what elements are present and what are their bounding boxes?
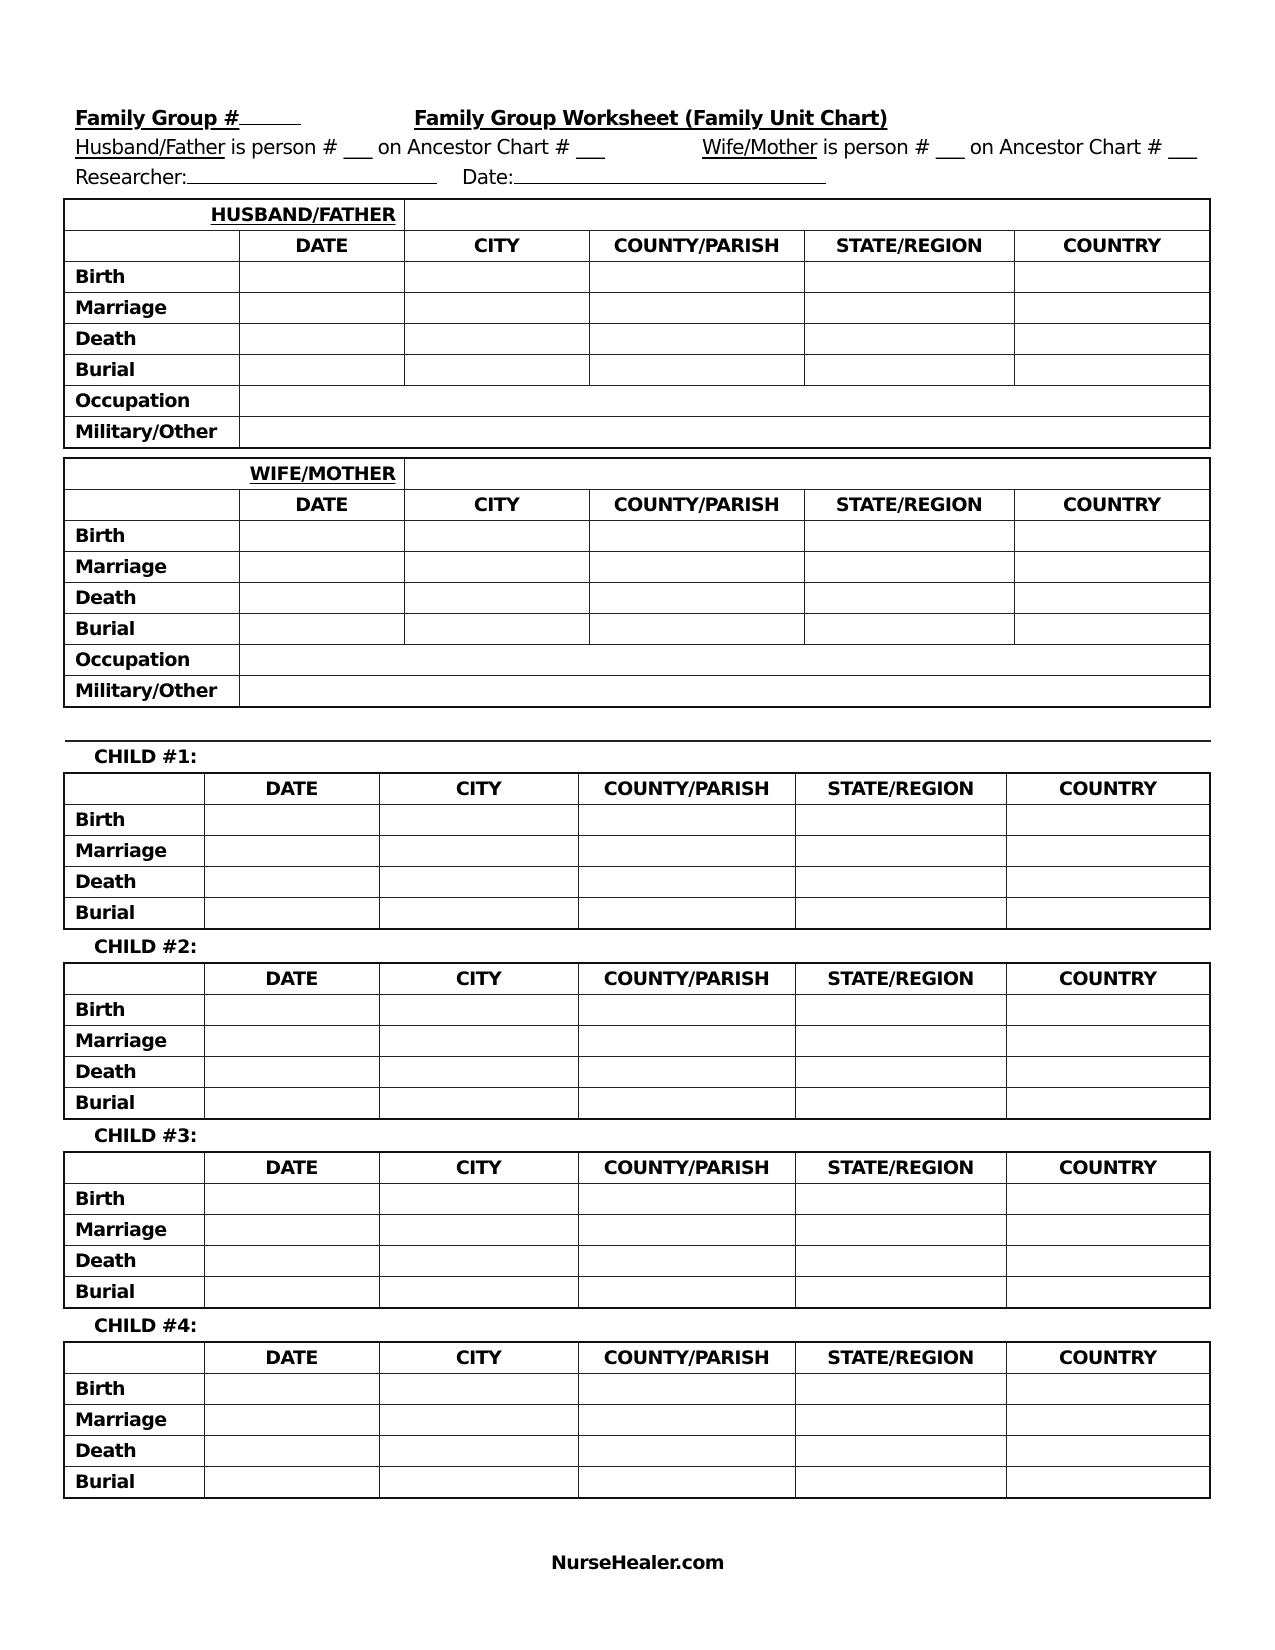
- column-header: STATE/REGION: [804, 490, 1014, 521]
- wife-event-row: [64, 583, 1210, 614]
- column-header: CITY: [379, 963, 578, 995]
- child-cell[interactable]: [379, 836, 578, 867]
- husband-cell[interactable]: [404, 355, 589, 386]
- column-header: COUNTY/PARISH: [589, 490, 804, 521]
- wife-table: [63, 457, 1211, 708]
- child-cell[interactable]: [379, 1246, 578, 1277]
- column-header: COUNTY/PARISH: [578, 1342, 795, 1374]
- wife-cell[interactable]: [1014, 521, 1210, 552]
- child-cell[interactable]: [795, 1184, 1006, 1215]
- child-cell[interactable]: [1006, 1277, 1210, 1309]
- husband-military-field[interactable]: [239, 417, 1210, 449]
- row-label: Death: [64, 583, 239, 614]
- child-cell[interactable]: [204, 1184, 379, 1215]
- husband-column-header-row: [64, 231, 1210, 262]
- wife-event-row: [64, 552, 1210, 583]
- row-label: Occupation: [64, 645, 239, 676]
- husband-cell[interactable]: [804, 324, 1014, 355]
- row-label: Military/Other: [64, 676, 239, 708]
- child-event-row: [64, 1026, 1210, 1057]
- column-header: COUNTY/PARISH: [589, 231, 804, 262]
- row-label: Birth: [64, 521, 239, 552]
- row-label: Marriage: [64, 836, 204, 867]
- child-label: CHILD #1:: [94, 746, 197, 768]
- row-label: Marriage: [64, 293, 239, 324]
- wife-event-row: [64, 614, 1210, 645]
- wife-cell[interactable]: [589, 583, 804, 614]
- child-event-row: [64, 898, 1210, 930]
- child-cell[interactable]: [204, 836, 379, 867]
- footer-site: NurseHealer.com: [551, 1552, 724, 1574]
- child-cell[interactable]: [578, 1088, 795, 1120]
- child-cell[interactable]: [578, 1215, 795, 1246]
- child-cell[interactable]: [1006, 1467, 1210, 1499]
- child-event-row: [64, 805, 1210, 836]
- child-cell[interactable]: [578, 1467, 795, 1499]
- row-label: Death: [64, 867, 204, 898]
- child-cell[interactable]: [379, 1215, 578, 1246]
- child-cell[interactable]: [795, 898, 1006, 930]
- row-label: Marriage: [64, 1215, 204, 1246]
- husband-table: [63, 198, 1211, 449]
- child-cell[interactable]: [795, 1374, 1006, 1405]
- wife-cell[interactable]: [804, 614, 1014, 645]
- child-cell[interactable]: [1006, 1184, 1210, 1215]
- husband-name-field[interactable]: [404, 199, 1210, 231]
- child-cell[interactable]: [795, 805, 1006, 836]
- child-cell[interactable]: [578, 1057, 795, 1088]
- wife-military-field[interactable]: [239, 676, 1210, 708]
- column-header: DATE: [204, 963, 379, 995]
- column-header: COUNTRY: [1006, 963, 1210, 995]
- child-cell[interactable]: [795, 1405, 1006, 1436]
- child-cell[interactable]: [1006, 1088, 1210, 1120]
- child-cell[interactable]: [578, 1246, 795, 1277]
- husband-cell[interactable]: [404, 293, 589, 324]
- child-cell[interactable]: [578, 1277, 795, 1309]
- child-cell[interactable]: [1006, 867, 1210, 898]
- child-column-header-row: [64, 773, 1210, 805]
- child-cell[interactable]: [379, 898, 578, 930]
- child-cell[interactable]: [379, 1277, 578, 1309]
- corner-cell: [64, 773, 204, 805]
- husband-cell[interactable]: [1014, 324, 1210, 355]
- row-label: Birth: [64, 805, 204, 836]
- child-cell[interactable]: [795, 867, 1006, 898]
- husband-cell[interactable]: [1014, 355, 1210, 386]
- child-event-row: [64, 836, 1210, 867]
- child-cell[interactable]: [795, 1088, 1006, 1120]
- husband-cell[interactable]: [404, 262, 589, 293]
- wife-person-line: [702, 135, 1196, 159]
- row-label: Death: [64, 1057, 204, 1088]
- child-cell[interactable]: [578, 995, 795, 1026]
- child-cell[interactable]: [578, 898, 795, 930]
- child-cell[interactable]: [379, 1026, 578, 1057]
- child-event-row: [64, 1057, 1210, 1088]
- child-cell[interactable]: [379, 805, 578, 836]
- column-header: CITY: [379, 773, 578, 805]
- child-cell[interactable]: [379, 867, 578, 898]
- child-cell[interactable]: [204, 995, 379, 1026]
- family-group-number-field[interactable]: [239, 106, 301, 125]
- child-event-row: [64, 995, 1210, 1026]
- row-label: Death: [64, 324, 239, 355]
- column-header: COUNTY/PARISH: [578, 963, 795, 995]
- section-divider: [65, 740, 1211, 742]
- child-event-row: [64, 1374, 1210, 1405]
- husband-cell[interactable]: [804, 293, 1014, 324]
- column-header: COUNTRY: [1014, 490, 1210, 521]
- row-label: Burial: [64, 1088, 204, 1120]
- column-header: CITY: [404, 490, 589, 521]
- husband-occupation-field[interactable]: [239, 386, 1210, 417]
- wife-cell[interactable]: [404, 521, 589, 552]
- child-cell[interactable]: [379, 995, 578, 1026]
- husband-cell[interactable]: [804, 262, 1014, 293]
- corner-cell: [64, 490, 239, 521]
- husband-father-label: Husband/Father: [75, 135, 225, 159]
- child-event-row: [64, 1246, 1210, 1277]
- child-cell[interactable]: [1006, 1215, 1210, 1246]
- column-header: CITY: [379, 1342, 578, 1374]
- child-cell[interactable]: [204, 898, 379, 930]
- column-header: STATE/REGION: [795, 963, 1006, 995]
- wife-cell[interactable]: [804, 583, 1014, 614]
- row-label: Burial: [64, 898, 204, 930]
- husband-cell[interactable]: [1014, 262, 1210, 293]
- corner-cell: [64, 1152, 204, 1184]
- child-event-row: [64, 1436, 1210, 1467]
- wife-person-text: is person # ___ on Ancestor Chart # ___: [816, 135, 1197, 159]
- child-cell[interactable]: [795, 995, 1006, 1026]
- husband-event-row: [64, 262, 1210, 293]
- family-group-number: [75, 106, 301, 130]
- wife-cell[interactable]: [239, 552, 404, 583]
- wife-mother-label: Wife/Mother: [702, 135, 817, 159]
- row-label: Birth: [64, 1184, 204, 1215]
- child-cell[interactable]: [204, 1215, 379, 1246]
- child-cell[interactable]: [204, 867, 379, 898]
- date-line: [462, 165, 826, 189]
- column-header: STATE/REGION: [795, 1152, 1006, 1184]
- date-field[interactable]: [514, 165, 826, 184]
- child-cell[interactable]: [379, 1374, 578, 1405]
- row-label: Marriage: [64, 1405, 204, 1436]
- child-cell[interactable]: [204, 1088, 379, 1120]
- husband-cell[interactable]: [239, 355, 404, 386]
- row-label: Death: [64, 1246, 204, 1277]
- child-cell[interactable]: [795, 1436, 1006, 1467]
- child-cell[interactable]: [204, 1277, 379, 1309]
- row-label: Burial: [64, 1277, 204, 1309]
- column-header: DATE: [239, 490, 404, 521]
- child-cell[interactable]: [795, 1057, 1006, 1088]
- child-cell[interactable]: [1006, 1374, 1210, 1405]
- column-header: COUNTRY: [1006, 1152, 1210, 1184]
- family-group-label: Family Group #: [75, 106, 240, 130]
- row-label: Birth: [64, 995, 204, 1026]
- column-header: COUNTRY: [1006, 1342, 1210, 1374]
- child-cell[interactable]: [795, 1026, 1006, 1057]
- child-cell[interactable]: [204, 1436, 379, 1467]
- row-label: Birth: [64, 262, 239, 293]
- child-cell[interactable]: [1006, 1246, 1210, 1277]
- husband-occupation-row: [64, 386, 1210, 417]
- husband-event-rows: [64, 262, 1210, 386]
- page-title: Family Group Worksheet (Family Unit Chart): [414, 106, 888, 130]
- wife-cell[interactable]: [804, 552, 1014, 583]
- husband-title: HUSBAND/FATHER: [64, 199, 404, 231]
- child-event-row: [64, 867, 1210, 898]
- column-header: DATE: [239, 231, 404, 262]
- column-header: COUNTRY: [1014, 231, 1210, 262]
- husband-cell[interactable]: [239, 324, 404, 355]
- child-cell[interactable]: [578, 867, 795, 898]
- child-cell[interactable]: [204, 1405, 379, 1436]
- husband-cell[interactable]: [239, 293, 404, 324]
- date-label: Date:: [462, 165, 514, 189]
- row-label: Marriage: [64, 1026, 204, 1057]
- child-cell[interactable]: [1006, 1057, 1210, 1088]
- row-label: Burial: [64, 1467, 204, 1499]
- wife-cell[interactable]: [1014, 583, 1210, 614]
- child-cell[interactable]: [795, 1467, 1006, 1499]
- researcher-line: [75, 165, 437, 189]
- child-cell[interactable]: [795, 1215, 1006, 1246]
- column-header: DATE: [204, 1342, 379, 1374]
- corner-cell: [64, 231, 239, 262]
- wife-occupation-row: [64, 645, 1210, 676]
- child-cell[interactable]: [1006, 836, 1210, 867]
- husband-cell[interactable]: [804, 355, 1014, 386]
- husband-cell[interactable]: [589, 355, 804, 386]
- husband-person-line: [75, 135, 604, 159]
- wife-occupation-field[interactable]: [239, 645, 1210, 676]
- wife-event-rows: [64, 521, 1210, 645]
- husband-cell[interactable]: [1014, 293, 1210, 324]
- child-cell[interactable]: [379, 1436, 578, 1467]
- child-cell[interactable]: [1006, 995, 1210, 1026]
- child-cell[interactable]: [379, 1467, 578, 1499]
- wife-title-row: [64, 458, 1210, 490]
- husband-cell[interactable]: [589, 324, 804, 355]
- row-label: Burial: [64, 355, 239, 386]
- child-table: [63, 962, 1211, 1120]
- column-header: CITY: [379, 1152, 578, 1184]
- wife-cell[interactable]: [239, 583, 404, 614]
- husband-person-text: is person # ___ on Ancestor Chart # ___: [224, 135, 605, 159]
- child-cell[interactable]: [578, 1405, 795, 1436]
- wife-column-header-row: [64, 490, 1210, 521]
- wife-cell[interactable]: [589, 552, 804, 583]
- child-cell[interactable]: [204, 1467, 379, 1499]
- child-cell[interactable]: [1006, 1026, 1210, 1057]
- child-cell[interactable]: [204, 1057, 379, 1088]
- child-column-header-row: [64, 1342, 1210, 1374]
- child-cell[interactable]: [578, 1026, 795, 1057]
- researcher-field[interactable]: [187, 165, 437, 184]
- child-cell[interactable]: [379, 1088, 578, 1120]
- wife-cell[interactable]: [1014, 552, 1210, 583]
- child-cell[interactable]: [204, 1246, 379, 1277]
- child-event-row: [64, 1184, 1210, 1215]
- child-event-row: [64, 1088, 1210, 1120]
- child-table: [63, 772, 1211, 930]
- wife-title: WIFE/MOTHER: [64, 458, 404, 490]
- husband-cell[interactable]: [404, 324, 589, 355]
- child-cell[interactable]: [1006, 1405, 1210, 1436]
- child-cell[interactable]: [795, 836, 1006, 867]
- corner-cell: [64, 1342, 204, 1374]
- column-header: STATE/REGION: [804, 231, 1014, 262]
- child-column-header-row: [64, 1152, 1210, 1184]
- wife-military-row: [64, 676, 1210, 708]
- corner-cell: [64, 963, 204, 995]
- child-cell[interactable]: [204, 1026, 379, 1057]
- husband-event-row: [64, 293, 1210, 324]
- row-label: Marriage: [64, 552, 239, 583]
- child-cell[interactable]: [204, 1374, 379, 1405]
- wife-cell[interactable]: [239, 521, 404, 552]
- wife-cell[interactable]: [589, 614, 804, 645]
- column-header: STATE/REGION: [795, 1342, 1006, 1374]
- column-header: COUNTY/PARISH: [578, 1152, 795, 1184]
- child-cell[interactable]: [795, 1246, 1006, 1277]
- wife-cell[interactable]: [589, 521, 804, 552]
- child-cell[interactable]: [1006, 1436, 1210, 1467]
- child-event-row: [64, 1277, 1210, 1309]
- child-cell[interactable]: [578, 1436, 795, 1467]
- child-cell[interactable]: [795, 1277, 1006, 1309]
- row-label: Birth: [64, 1374, 204, 1405]
- child-label: CHILD #3:: [94, 1125, 197, 1147]
- column-header: DATE: [204, 1152, 379, 1184]
- child-cell[interactable]: [578, 1374, 795, 1405]
- row-label: Military/Other: [64, 417, 239, 449]
- child-cell[interactable]: [379, 1184, 578, 1215]
- husband-cell[interactable]: [589, 262, 804, 293]
- child-cell[interactable]: [578, 1184, 795, 1215]
- wife-cell[interactable]: [404, 552, 589, 583]
- row-label: Occupation: [64, 386, 239, 417]
- husband-cell[interactable]: [589, 293, 804, 324]
- column-header: COUNTY/PARISH: [578, 773, 795, 805]
- row-label: Death: [64, 1436, 204, 1467]
- husband-military-row: [64, 417, 1210, 449]
- column-header: STATE/REGION: [795, 773, 1006, 805]
- child-cell[interactable]: [1006, 898, 1210, 930]
- child-event-row: [64, 1405, 1210, 1436]
- child-cell[interactable]: [379, 1057, 578, 1088]
- wife-cell[interactable]: [239, 614, 404, 645]
- row-label: Burial: [64, 614, 239, 645]
- husband-title-row: [64, 199, 1210, 231]
- husband-event-row: [64, 355, 1210, 386]
- wife-event-row: [64, 521, 1210, 552]
- child-cell[interactable]: [379, 1405, 578, 1436]
- child-event-row: [64, 1215, 1210, 1246]
- child-label: CHILD #2:: [94, 936, 197, 958]
- wife-cell[interactable]: [404, 614, 589, 645]
- child-label: CHILD #4:: [94, 1315, 197, 1337]
- child-cell[interactable]: [578, 836, 795, 867]
- husband-cell[interactable]: [239, 262, 404, 293]
- child-cell[interactable]: [204, 805, 379, 836]
- husband-event-row: [64, 324, 1210, 355]
- wife-name-field[interactable]: [404, 458, 1210, 490]
- column-header: COUNTRY: [1006, 773, 1210, 805]
- wife-cell[interactable]: [404, 583, 589, 614]
- child-event-row: [64, 1467, 1210, 1499]
- wife-cell[interactable]: [804, 521, 1014, 552]
- child-column-header-row: [64, 963, 1210, 995]
- child-table: [63, 1151, 1211, 1309]
- child-cell[interactable]: [1006, 805, 1210, 836]
- child-cell[interactable]: [578, 805, 795, 836]
- child-table: [63, 1341, 1211, 1499]
- researcher-label: Researcher:: [75, 165, 188, 189]
- column-header: DATE: [204, 773, 379, 805]
- column-header: CITY: [404, 231, 589, 262]
- wife-cell[interactable]: [1014, 614, 1210, 645]
